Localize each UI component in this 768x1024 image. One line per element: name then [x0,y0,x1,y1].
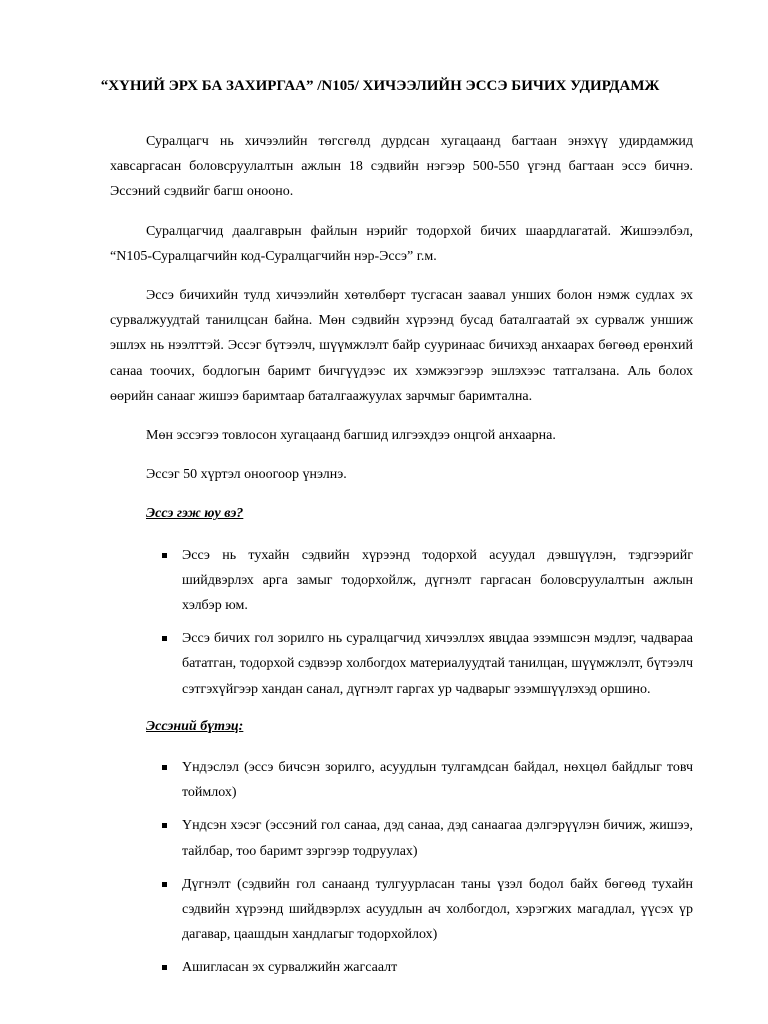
bullet-list [110,543,693,702]
section-heading: Эссэ гэж юу вэ? [146,506,244,522]
paragraph: Эссэ бичихийн тулд хичээлийн хөтөлбөрт тусгасан заавал унших болон нэмж судлах эх сурвалжуудтай танилцсан байна. Мөн сэдвийн хүрээнд бусад баталгаатай эх сурвалж уншиж эшлэх нь нээлттэй. Эссэг бүтээлч, шүүмжлэлт байр сууринаас бичихэд анхаарах бөгөөд ерөнхий санаа тоочих, бодлогын баримт бичгүүдээс их хэмжээгээр эшлэхээс татгалзана. Аль болох өөрийн санааг жишээ баримтаар баталгаажуулах зарчмыг баримтална. [110,288,693,404]
bullet-icon [162,882,167,887]
list-item-text: Ашигласан эх сурвалжийн жагсаалт [182,960,398,976]
bullet-list [110,755,693,981]
list-item [110,543,693,619]
paragraph: Мөн эссэгээ товлосон хугацаанд багшид илгээхдээ онцгой анхаарна. [146,428,556,444]
list-item-text: Эссэ нь тухайн сэдвийн хүрээнд тодорхой асуудал дэвшүүлэн, тэдгээрийг шийдвэрлэх арга замыг тодорхойлж, дүгнэлт гаргасан боловсруулалтын ажлын хэлбэр юм. [182,547,693,614]
section-heading: Эссэний бүтэц: [146,718,244,734]
bullet-icon [162,765,167,770]
paragraph: Суралцагчид даалгаврын файлын нэрийг тодорхой бичих шаардлагатай. Жишээлбэл, “N105-Суралцагчийн код-Суралцагчийн нэр-Эссэ” г.м. [110,223,693,264]
list-item-text: Үндсэн хэсэг (эссэний гол санаа, дэд санаа, дэд санаагаа дэлгэрүүлэн бичиж, жишээ, тайлбар, тоо баримт зэргээр тодруулах) [182,818,693,859]
list-item [110,755,693,805]
bullet-icon [162,965,167,970]
paragraph: Суралцагч нь хичээлийн төгсгөлд дурдсан хугацаанд багтаан энэхүү удирдамжид хавсаргасан боловсруулалтын ажлын 18 сэдвийн нэгээр 500-550 үгэнд багтаан эссэ бичнэ. Эссэний сэдвийг багш онооно. [110,134,693,200]
list-item [110,955,693,980]
list-item-text: Дүгнэлт (сэдвийн гол санаанд тулгуурласан таны үзэл бодол байх бөгөөд тухайн сэдвийн хүрээнд шийдвэрлэх асуудлын ач холбогдол, хэрэгжих магадлал, үүсэх үр дагавар, цаашдын хандлагыг тодорхойлох) [182,876,693,943]
bullet-icon [162,636,167,641]
list-item [110,813,693,863]
bullet-icon [162,823,167,828]
paragraph: Эссэг 50 хүртэл оноогоор үнэлнэ. [146,467,347,483]
list-item [110,626,693,702]
list-item [110,872,693,948]
bullet-icon [162,553,167,558]
list-item-text: Эссэ бичих гол зорилго нь суралцагчид хичээллэх явцдаа эзэмшсэн мэдлэг, чадвараа бататган, тодорхой сэдвээр холбогдох материалуудтай танилцан, шүүмжлэлт, бүтээлч сэтгэхүйгээр хандан санал, дүгнэлт гаргах ур чадварыг эзэмшүүлэхэд оршино. [182,631,693,697]
list-item-text: Үндэслэл (эссэ бичсэн зорилго, асуудлын тулгамдсан байдал, нөхцөл байдлыг товч тоймлох) [182,760,693,801]
document-body [110,129,693,993]
document-title: “ХҮНИЙ ЭРХ БА ЗАХИРГАА” /N105/ ХИЧЭЭЛИЙН ЭССЭ БИЧИХ УДИРДАМЖ [100,78,660,94]
